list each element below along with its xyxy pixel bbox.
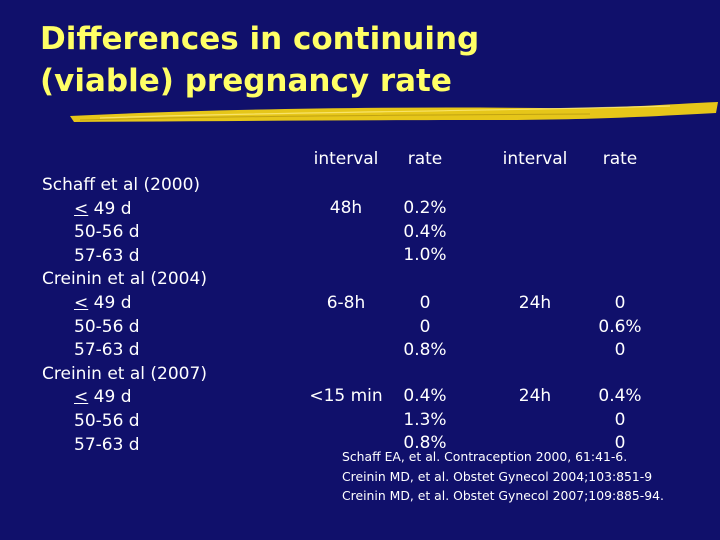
rate-cell-group (394, 292, 456, 363)
row-label-text: 49 d (93, 387, 132, 408)
title-underline-brushstroke (70, 100, 720, 126)
rate-cell-group (590, 292, 650, 363)
interval-cell: 24h (518, 293, 552, 313)
row-label-text: 49 d (93, 198, 132, 219)
row-labels (42, 174, 207, 457)
header-rate-2: rate (602, 149, 638, 169)
rate-cell: 0 (614, 433, 626, 454)
slide-title-line-2: (viable) pregnancy rate (40, 63, 452, 99)
rate-cell: 0.6% (598, 316, 642, 337)
rate-cell-group (394, 197, 456, 268)
lte-sign: < (74, 387, 89, 408)
rate-cell: 0 (419, 316, 431, 337)
rate-cell: 0.8% (403, 433, 447, 454)
study-name: Schaff et al (2000) (42, 175, 201, 195)
lte-sign: < (74, 198, 89, 219)
rate-cell: 0.2% (403, 198, 447, 218)
rate-cell: 0.4% (403, 386, 447, 406)
row-label: 57-63 d (74, 434, 140, 455)
rate-cell-group (394, 385, 456, 456)
row-label: 57-63 d (74, 245, 140, 266)
slide-title-line-1: Differences in continuing (40, 21, 480, 57)
row-label: 57-63 d (74, 340, 140, 361)
references (342, 447, 664, 506)
header-interval-1: interval (313, 149, 379, 169)
row-label (42, 386, 207, 410)
rate-cell: 0.8% (403, 340, 447, 361)
reference-line: Creinin MD, et al. Obstet Gynecol 2004;103:851-9 (342, 468, 653, 484)
interval-cell: 48h (329, 198, 363, 218)
slide-title (40, 18, 479, 102)
interval-cell: <15 min (309, 386, 383, 406)
rate-cell: 0 (614, 409, 626, 430)
rate-cell: 1.0% (403, 245, 447, 266)
reference-line: Schaff EA, et al. Contraception 2000, 61:41-6. (342, 449, 628, 464)
study-name: Creinin et al (2007) (42, 363, 207, 384)
header-interval-2: interval (502, 149, 568, 169)
row-label (42, 292, 207, 316)
interval-cell: 24h (518, 386, 552, 406)
header-rate-1: rate (407, 149, 443, 169)
study-name: Creinin et al (2004) (42, 269, 207, 290)
rate-cell: 0 (419, 293, 431, 313)
lte-sign: < (74, 292, 89, 313)
rate-cell: 0 (614, 340, 626, 361)
rate-cell: 0.4% (403, 221, 447, 242)
row-label: 50-56 d (74, 222, 140, 243)
reference-line: Creinin MD, et al. Obstet Gynecol 2007;109:885-94. (342, 488, 664, 503)
rate-cell: 1.3% (403, 409, 447, 430)
row-label-text: 49 d (93, 292, 132, 313)
rate-cell: 0.4% (598, 386, 642, 406)
row-label (42, 198, 207, 222)
row-label: 50-56 d (74, 316, 140, 337)
rate-cell: 0 (614, 293, 626, 313)
interval-cell: 6-8h (326, 293, 366, 313)
row-label: 50-56 d (74, 410, 140, 431)
rate-cell-group (590, 385, 650, 456)
